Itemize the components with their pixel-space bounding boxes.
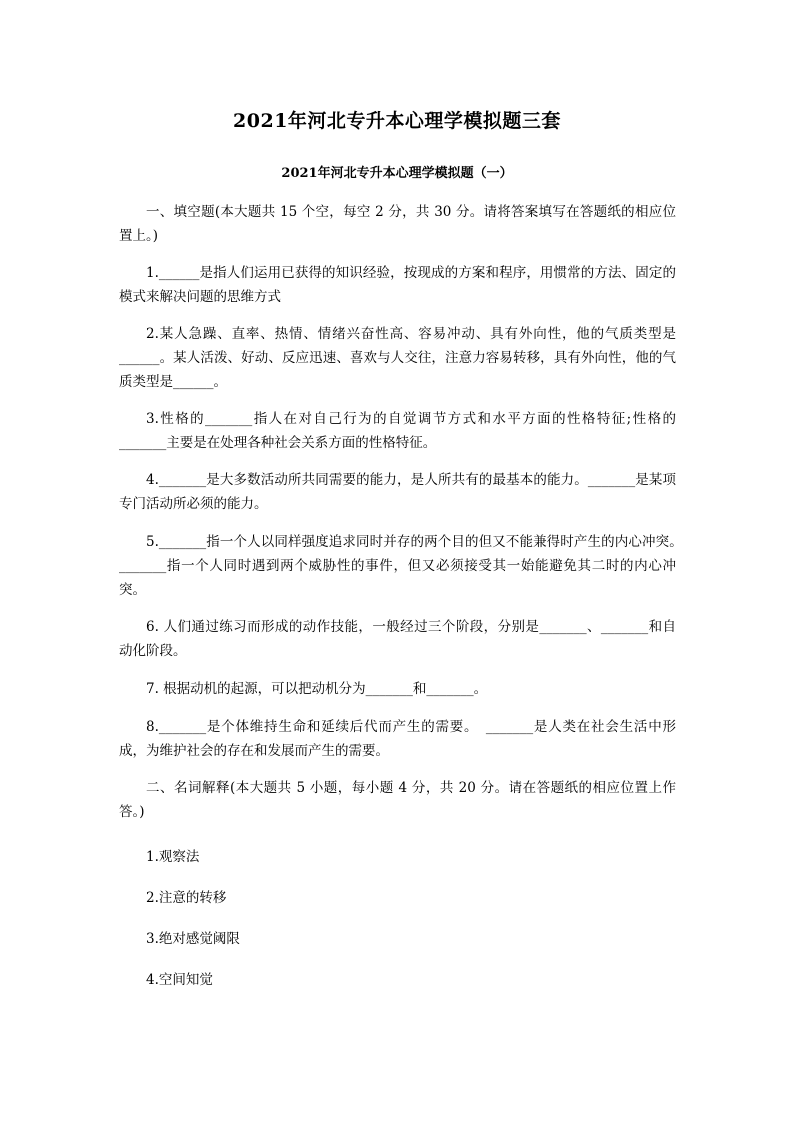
section1-heading: 一、填空题(本大题共 15 个空，每空 2 分，共 30 分。请将答案填写在答题纸的相应位置上。) xyxy=(119,204,676,244)
question-4: 4._______是大多数活动所共同需要的能力，是人所共有的最基本的能力。_______是某项专门活动所必须的能力。 xyxy=(119,472,676,512)
term-item-3: 3.绝对感觉阈限 xyxy=(146,931,240,947)
question-5: 5._______指一个人以同样强度追求同时并存的两个目的但又不能兼得时产生的内心冲突。 _______指一个人同时遇到两个威胁性的事件，但又必须接受其一始能避免其二时的内心冲突。 xyxy=(119,534,690,598)
question-3: 3.性格的_______指人在对自己行为的自觉调节方式和水平方面的性格特征;性格的_______主要是在处理各种社会关系方面的性格特征。 xyxy=(119,411,676,451)
term-item-4: 4.空间知觉 xyxy=(146,972,213,988)
question-8: 8._______是个体维持生命和延续后代而产生的需要。 _______是人类在社会生活中形成，为维护社会的存在和发展而产生的需要。 xyxy=(119,719,676,759)
question-2: 2.某人急躁、直率、热情、情绪兴奋性高、容易冲动、具有外向性，他的气质类型是______。某人活泼、好动、反应迅速、喜欢与人交往，注意力容易转移，具有外向性，他的气质类型是______。 xyxy=(119,326,676,390)
question-6: 6. 人们通过练习而形成的动作技能，一般经过三个阶段，分别是_______、_______和自动化阶段。 xyxy=(119,619,676,659)
term-item-1: 1.观察法 xyxy=(146,849,200,865)
document-title: 2021年河北专升本心理学模拟题三套 xyxy=(233,110,561,132)
question-7: 7. 根据动机的起源，可以把动机分为_______和_______。 xyxy=(146,681,488,697)
document-subtitle: 2021年河北专升本心理学模拟题（一） xyxy=(281,166,513,181)
section2-heading: 二、名词解释(本大题共 5 小题，每小题 4 分，共 20 分。请在答题纸的相应位置上作答。) xyxy=(119,780,676,820)
term-item-2: 2.注意的转移 xyxy=(146,890,227,906)
question-1: 1.______是指人们运用已获得的知识经验，按现成的方案和程序，用惯常的方法、固定的模式来解决问题的思维方式 xyxy=(119,265,676,305)
